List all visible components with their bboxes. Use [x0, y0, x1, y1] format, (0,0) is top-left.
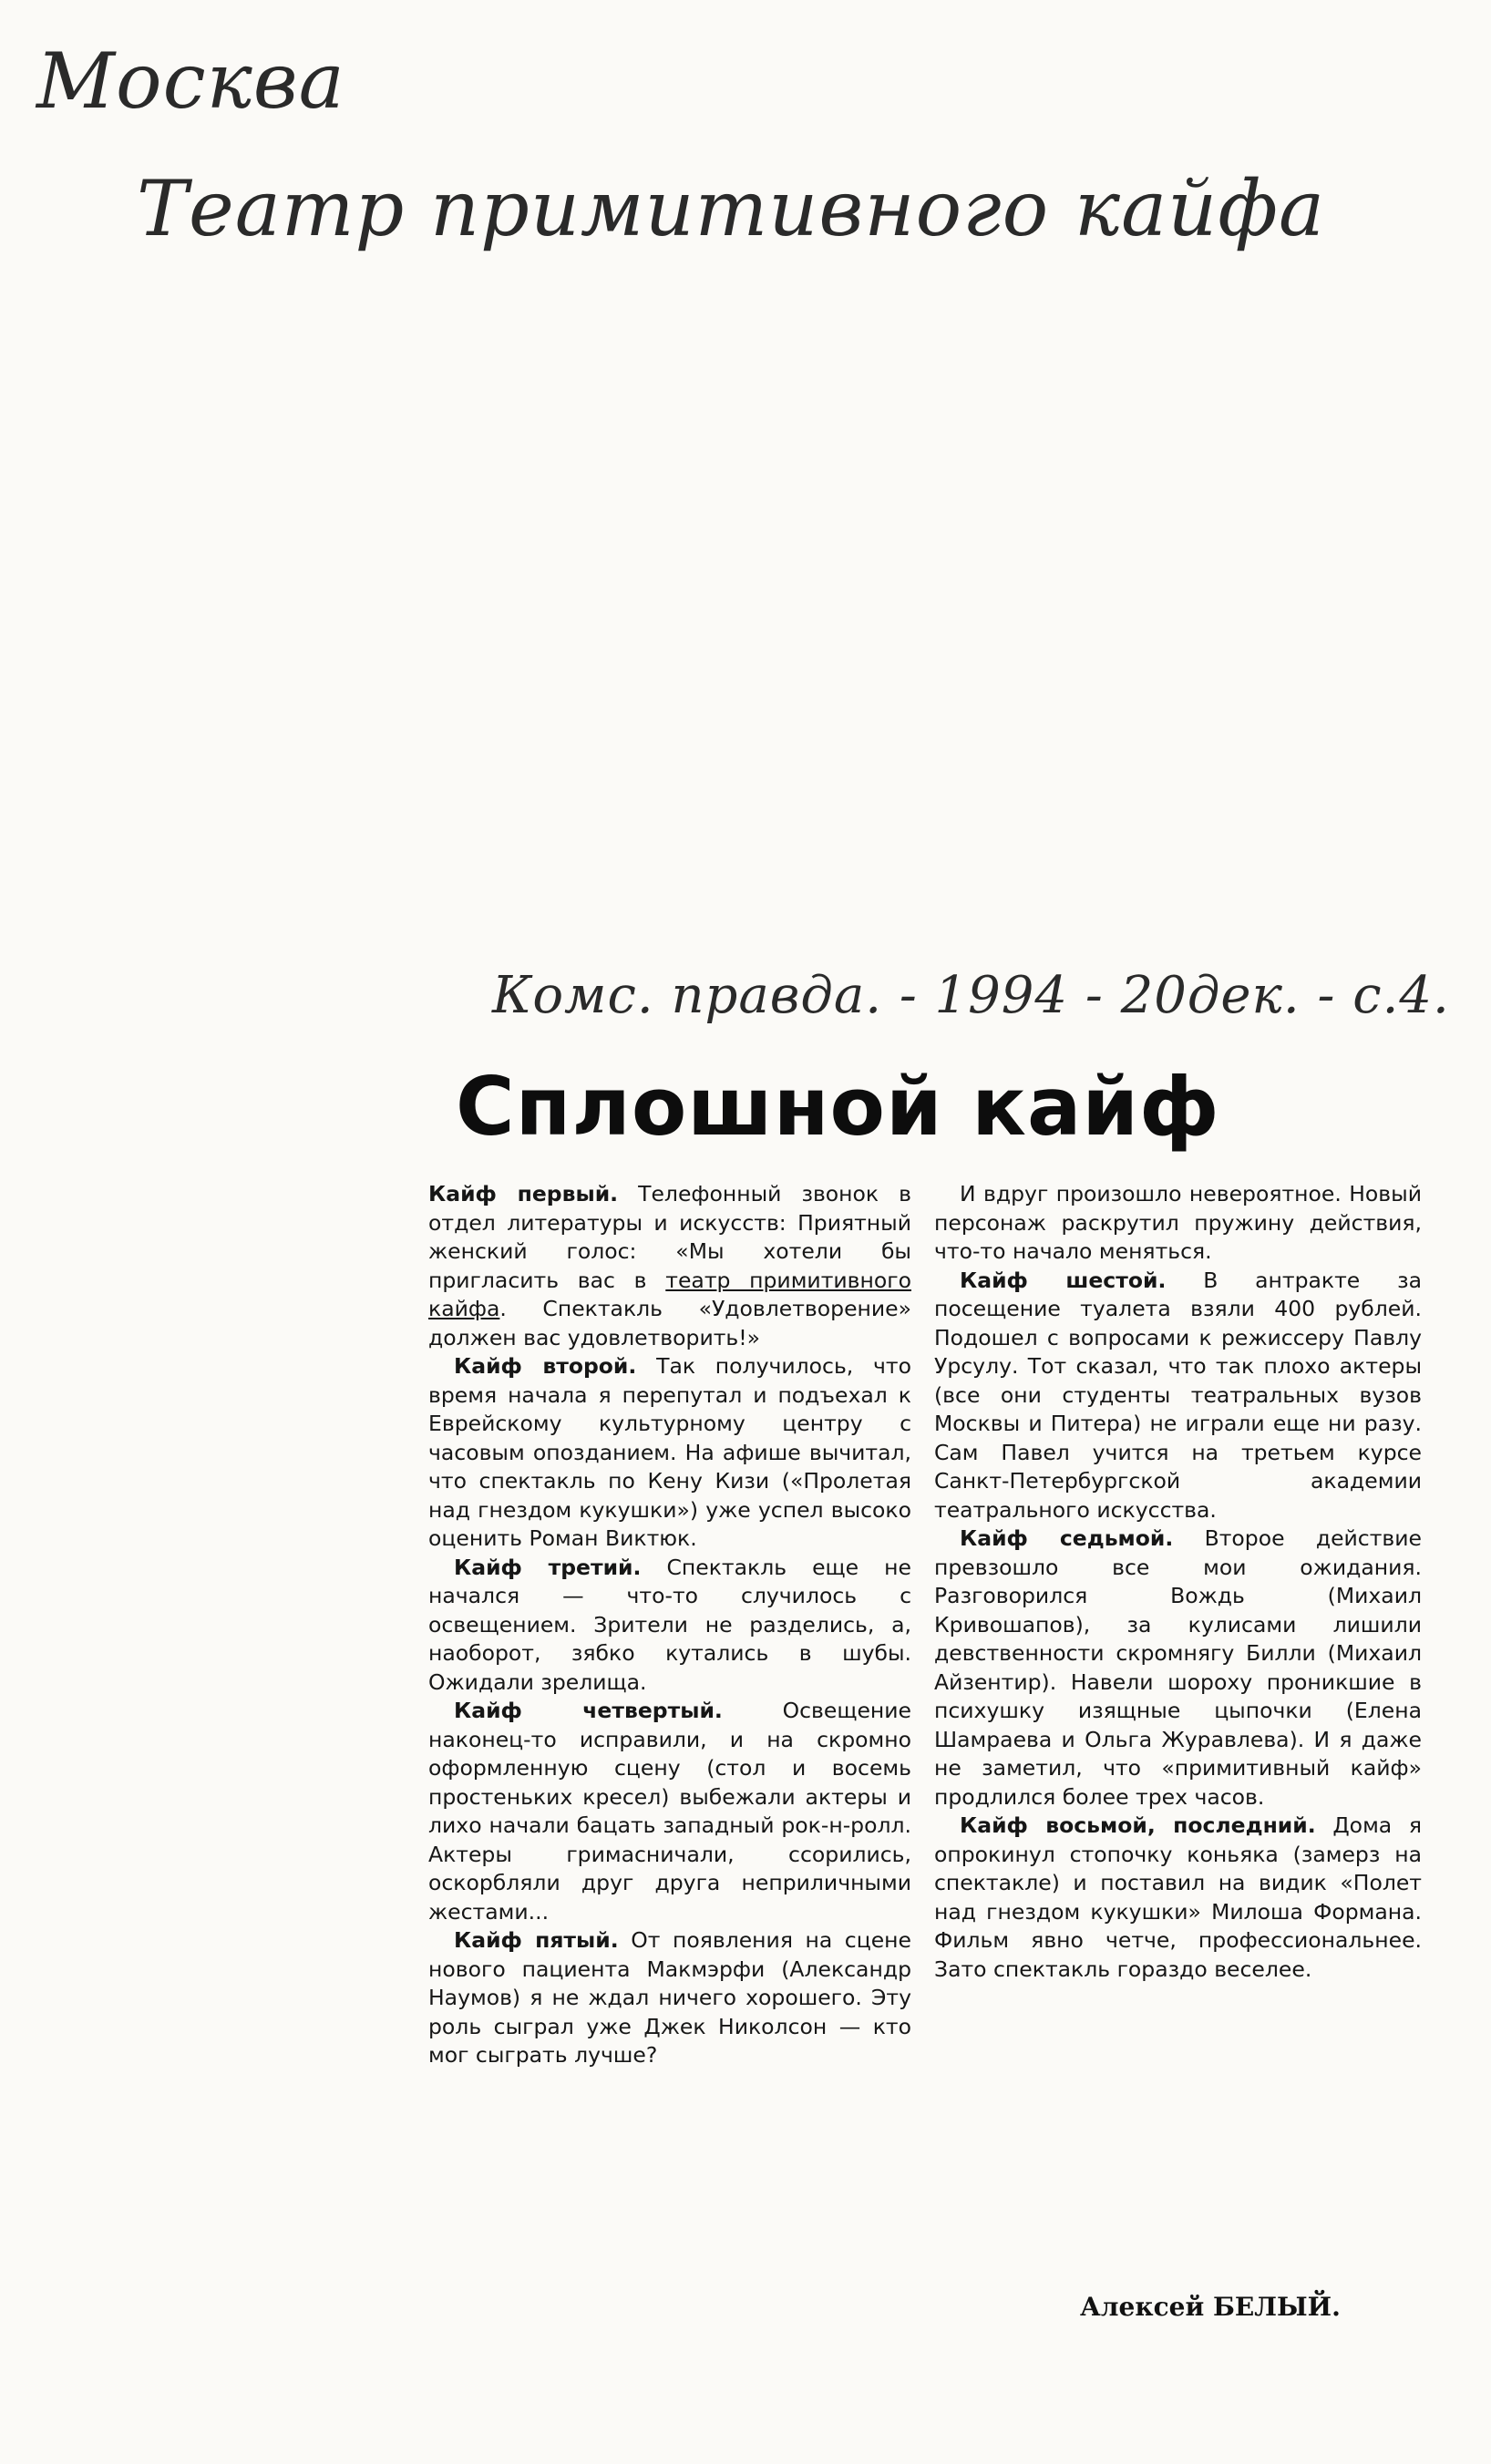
article-headline: Сплошной кайф — [456, 1060, 1220, 1154]
paragraph-kaif-6 — [934, 1267, 1422, 1525]
paragraph-kaif-7 — [934, 1525, 1422, 1812]
author-signature: Алексей БЕЛЫЙ. — [1080, 2292, 1341, 2322]
paragraph-kaif-5 — [428, 1926, 911, 2070]
handwritten-theatre-name: Театр примитивного кайфа — [137, 164, 1326, 253]
paragraph-continuation — [934, 1180, 1422, 1267]
paragraph-lead: Кайф четвертый. — [454, 1698, 723, 1723]
paragraph-text: Освещение наконец-то исправили, и на скромно оформленную сцену (стол и восемь простеньких кресел) выбежали актеры и лихо начали бацать западный рок-н-ролл. Актеры гримасничали, ссорились, оскорбляли друг друга неприличными жестами... — [428, 1698, 912, 1925]
paragraph-lead: Кайф третий. — [454, 1554, 642, 1580]
article-column-left — [428, 1180, 911, 2070]
paragraph-lead: Кайф шестой. — [960, 1267, 1167, 1293]
paragraph-lead: Кайф восьмой, последний. — [960, 1812, 1316, 1838]
paragraph-lead: Кайф первый. — [428, 1181, 619, 1206]
paragraph-kaif-3 — [428, 1554, 911, 1698]
paragraph-text: От появления на сцене нового пациента Макмэрфи (Александр Наумов) я не ждал ничего хорошего. Эту роль сыграл уже Джек Николсон — кто мог сыграть лучше? — [428, 1927, 911, 2068]
paragraph-kaif-1 — [428, 1180, 911, 1352]
handwritten-source-note: Комс. правда. - 1994 - 20дек. - с.4. — [492, 966, 1450, 1025]
paragraph-text: Спектакль еще не начался — что-то случилось с освещением. Зрители не разделись, а, наоборот, зябко кутались в шубы. Ожидали зрелища. — [428, 1554, 911, 1695]
article-column-right — [934, 1180, 1422, 1984]
paragraph-lead: Кайф седьмой. — [960, 1525, 1174, 1551]
paragraph-lead: Кайф второй. — [454, 1353, 637, 1379]
paragraph-text: Второе действие превзошло все мои ожидания. Разговорился Вождь (Михаил Кривошапов), за кулисами лишили девственности скромнягу Билли (Михаил Айзентир). Навели шороху проникшие в психушку изящные цыпочки (Елена Шамраева и Ольга Журавлева). И я даже не заметил, что «примитивный кайф» продлился более трех часов. — [934, 1525, 1422, 1810]
paragraph-text: Телефонный звонок в отдел литературы и искусств: Приятный женский голос: «Мы хотели бы пригласить вас в — [428, 1181, 911, 1293]
paragraph-text: В антракте за посещение туалета взяли 400 рублей. Подошел с вопросами к режиссеру Павлу Урсулу. Тот сказал, что так плохо актеры (все они студенты театральных вузов Москвы и Питера) не играли еще ни разу. Сам Павел учится на третьем курсе Санкт-Петербургской академии театрального искусства. — [934, 1267, 1422, 1523]
paragraph-lead: Кайф пятый. — [454, 1927, 619, 1953]
handwritten-city: Москва — [36, 36, 345, 126]
theatre-name-underlined: театр примитивного кайфа — [428, 1267, 911, 1321]
paragraph-text: Так получилось, что время начала я перепутал и подъехал к Еврейскому культурному центру с часовым опозданием. На афише вычитал, что спектакль по Кену Кизи («Пролетая над гнездом кукушки») уже успел высоко оценить Роман Виктюк. — [428, 1353, 911, 1551]
paragraph-kaif-2 — [428, 1352, 911, 1554]
paragraph-text: И вдруг произошло невероятное. Новый персонаж раскрутил пружину действия, что-то начало меняться. — [934, 1181, 1422, 1264]
paragraph-text: Дома я опрокинул стопочку коньяка (замерз на спектакле) и поставил на видик «Полет над гнездом кукушки» Милоша Формана. Фильм явно четче, профессиональнее. Зато спектакль гораздо веселее. — [934, 1812, 1422, 1982]
paragraph-text: . Спектакль «Удовлетворение» должен вас удовлетворить!» — [428, 1296, 911, 1350]
paragraph-kaif-4 — [428, 1697, 911, 1926]
paragraph-kaif-8 — [934, 1812, 1422, 1984]
